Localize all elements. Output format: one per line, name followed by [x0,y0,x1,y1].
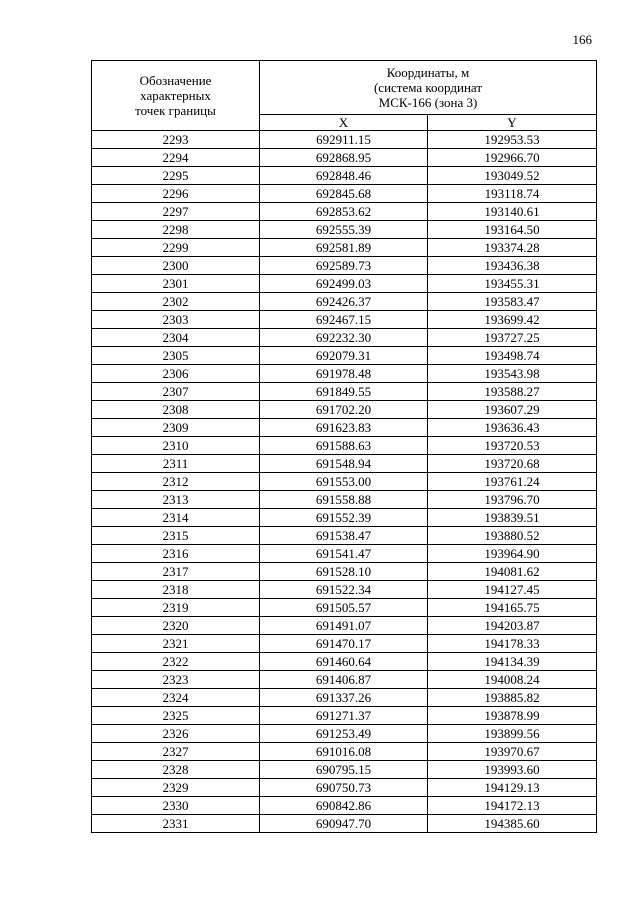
point-id-cell: 2324 [92,689,260,707]
table-row [92,149,597,167]
table-row [92,581,597,599]
y-coordinate-cell: 193164.50 [428,221,597,239]
x-coordinate-cell: 691460.64 [260,653,428,671]
table-row [92,239,597,257]
point-id-cell: 2308 [92,401,260,419]
table-row [92,545,597,563]
point-id-cell: 2299 [92,239,260,257]
y-coordinate-cell: 192966.70 [428,149,597,167]
x-coordinate-cell: 691522.34 [260,581,428,599]
point-id-cell: 2326 [92,725,260,743]
coords-header-line: Координаты, м [386,65,470,80]
table-row [92,509,597,527]
y-coordinate-cell: 193796.70 [428,491,597,509]
x-coordinate-cell: 692232.30 [260,329,428,347]
y-coordinate-cell: 193436.38 [428,257,597,275]
y-coordinate-cell: 193049.52 [428,167,597,185]
x-coordinate-cell: 691253.49 [260,725,428,743]
x-coordinate-cell: 692911.15 [260,131,428,149]
table-row [92,167,597,185]
y-column-header: Y [428,115,597,131]
table-row [92,671,597,689]
y-coordinate-cell: 193636.43 [428,419,597,437]
x-coordinate-cell: 691558.88 [260,491,428,509]
table-row [92,473,597,491]
x-coordinate-cell: 690842.86 [260,797,428,815]
y-coordinate-cell: 194165.75 [428,599,597,617]
table-row [92,311,597,329]
table-row [92,707,597,725]
coordinates-group-header [260,61,597,115]
table-row [92,383,597,401]
table-row [92,419,597,437]
point-id-cell: 2311 [92,455,260,473]
x-coordinate-cell: 692555.39 [260,221,428,239]
table-row [92,725,597,743]
x-coordinate-cell: 691548.94 [260,455,428,473]
x-coordinate-cell: 691978.48 [260,365,428,383]
table-row [92,401,597,419]
point-id-cell: 2323 [92,671,260,689]
y-coordinate-cell: 194178.33 [428,635,597,653]
x-coordinate-cell: 691541.47 [260,545,428,563]
points-column-header [92,61,260,131]
y-coordinate-cell: 193761.24 [428,473,597,491]
points-header-line: характерных [140,88,211,103]
coordinates-table [91,60,597,833]
y-coordinate-cell: 194134.39 [428,653,597,671]
point-id-cell: 2298 [92,221,260,239]
x-coordinate-cell: 692845.68 [260,185,428,203]
table-row [92,437,597,455]
table-row [92,797,597,815]
point-id-cell: 2329 [92,779,260,797]
y-coordinate-cell: 193699.42 [428,311,597,329]
x-coordinate-cell: 691552.39 [260,509,428,527]
y-coordinate-cell: 194008.24 [428,671,597,689]
point-id-cell: 2305 [92,347,260,365]
point-id-cell: 2320 [92,617,260,635]
x-coordinate-cell: 691505.57 [260,599,428,617]
point-id-cell: 2322 [92,653,260,671]
table-row [92,815,597,833]
x-coordinate-cell: 691016.08 [260,743,428,761]
point-id-cell: 2295 [92,167,260,185]
x-coordinate-cell: 692467.15 [260,311,428,329]
table-row [92,347,597,365]
x-coordinate-cell: 692079.31 [260,347,428,365]
x-coordinate-cell: 691702.20 [260,401,428,419]
point-id-cell: 2312 [92,473,260,491]
point-id-cell: 2318 [92,581,260,599]
table-row [92,563,597,581]
y-coordinate-cell: 193878.99 [428,707,597,725]
y-coordinate-cell: 193839.51 [428,509,597,527]
point-id-cell: 2306 [92,365,260,383]
point-id-cell: 2331 [92,815,260,833]
y-coordinate-cell: 193583.47 [428,293,597,311]
x-coordinate-cell: 692426.37 [260,293,428,311]
x-coordinate-cell: 691849.55 [260,383,428,401]
x-coordinate-cell: 692499.03 [260,275,428,293]
y-coordinate-cell: 193140.61 [428,203,597,221]
point-id-cell: 2330 [92,797,260,815]
x-coordinate-cell: 691406.87 [260,671,428,689]
x-coordinate-cell: 690947.70 [260,815,428,833]
y-coordinate-cell: 193720.53 [428,437,597,455]
table-row [92,491,597,509]
x-coordinate-cell: 691553.00 [260,473,428,491]
y-coordinate-cell: 193720.68 [428,455,597,473]
point-id-cell: 2304 [92,329,260,347]
table-row [92,365,597,383]
table-row [92,275,597,293]
point-id-cell: 2316 [92,545,260,563]
x-coordinate-cell: 690750.73 [260,779,428,797]
point-id-cell: 2321 [92,635,260,653]
point-id-cell: 2309 [92,419,260,437]
table-row [92,527,597,545]
point-id-cell: 2328 [92,761,260,779]
x-coordinate-cell: 692589.73 [260,257,428,275]
table-row [92,761,597,779]
y-coordinate-cell: 193588.27 [428,383,597,401]
y-coordinate-cell: 193970.67 [428,743,597,761]
table-row [92,221,597,239]
point-id-cell: 2297 [92,203,260,221]
y-coordinate-cell: 192953.53 [428,131,597,149]
point-id-cell: 2303 [92,311,260,329]
y-coordinate-cell: 193543.98 [428,365,597,383]
x-coordinate-cell: 692853.62 [260,203,428,221]
x-coordinate-cell: 692848.46 [260,167,428,185]
y-coordinate-cell: 193455.31 [428,275,597,293]
y-coordinate-cell: 194081.62 [428,563,597,581]
table-row [92,743,597,761]
point-id-cell: 2307 [92,383,260,401]
y-coordinate-cell: 193498.74 [428,347,597,365]
table-row [92,689,597,707]
point-id-cell: 2294 [92,149,260,167]
table-row [92,131,597,149]
y-coordinate-cell: 194385.60 [428,815,597,833]
y-coordinate-cell: 193899.56 [428,725,597,743]
table-row [92,455,597,473]
point-id-cell: 2296 [92,185,260,203]
y-coordinate-cell: 194127.45 [428,581,597,599]
y-coordinate-cell: 194172.13 [428,797,597,815]
y-coordinate-cell: 193374.28 [428,239,597,257]
x-coordinate-cell: 691271.37 [260,707,428,725]
table-row [92,185,597,203]
table-row [92,257,597,275]
table-row [92,293,597,311]
table-row [92,617,597,635]
x-coordinate-cell: 691491.07 [260,617,428,635]
point-id-cell: 2314 [92,509,260,527]
point-id-cell: 2300 [92,257,260,275]
x-coordinate-cell: 691588.63 [260,437,428,455]
y-coordinate-cell: 193993.60 [428,761,597,779]
y-coordinate-cell: 193607.29 [428,401,597,419]
x-coordinate-cell: 691538.47 [260,527,428,545]
y-coordinate-cell: 193727.25 [428,329,597,347]
point-id-cell: 2310 [92,437,260,455]
x-coordinate-cell: 691337.26 [260,689,428,707]
coords-header-line: МСК-166 (зона 3) [378,95,478,110]
points-header-line: точек границы [135,103,216,118]
coords-header-line: (система координат [373,80,483,95]
x-coordinate-cell: 690795.15 [260,761,428,779]
point-id-cell: 2319 [92,599,260,617]
point-id-cell: 2325 [92,707,260,725]
point-id-cell: 2302 [92,293,260,311]
x-coordinate-cell: 691623.83 [260,419,428,437]
table-row [92,203,597,221]
x-coordinate-cell: 691528.10 [260,563,428,581]
point-id-cell: 2301 [92,275,260,293]
y-coordinate-cell: 193880.52 [428,527,597,545]
table-row [92,599,597,617]
x-coordinate-cell: 692581.89 [260,239,428,257]
table-row [92,779,597,797]
x-coordinate-cell: 691470.17 [260,635,428,653]
y-coordinate-cell: 193118.74 [428,185,597,203]
y-coordinate-cell: 193885.82 [428,689,597,707]
table-row [92,653,597,671]
point-id-cell: 2293 [92,131,260,149]
point-id-cell: 2315 [92,527,260,545]
table-row [92,329,597,347]
y-coordinate-cell: 193964.90 [428,545,597,563]
x-coordinate-cell: 692868.95 [260,149,428,167]
points-header-line: Обозначение [139,73,212,88]
y-coordinate-cell: 194129.13 [428,779,597,797]
point-id-cell: 2313 [92,491,260,509]
table-row [92,635,597,653]
table-header-row [92,61,597,115]
page-number: 166 [572,32,592,47]
y-coordinate-cell: 194203.87 [428,617,597,635]
point-id-cell: 2327 [92,743,260,761]
point-id-cell: 2317 [92,563,260,581]
x-column-header: X [260,115,428,131]
